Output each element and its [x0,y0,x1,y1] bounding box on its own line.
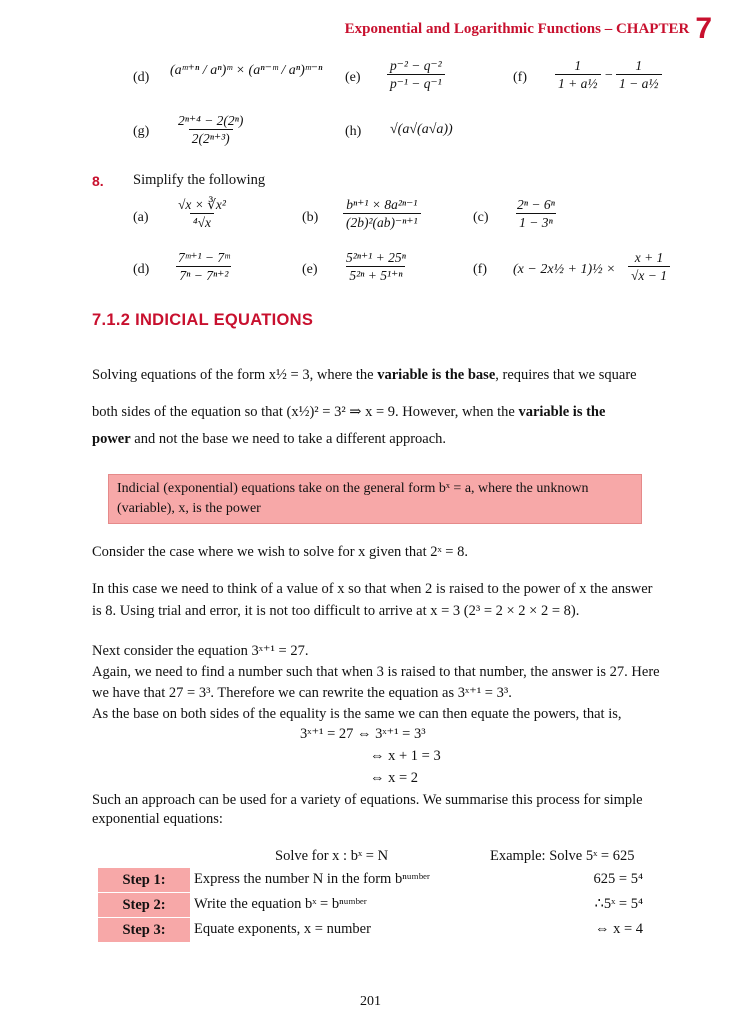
q8-b-fraction [343,197,421,231]
q7-e-fraction [387,58,445,92]
intro-bold-power: variable is the [518,404,606,420]
steps-table [98,867,643,942]
q7-g-denominator: 2(2ⁿ⁺³) [189,129,233,147]
q8-e-denominator: 5²ⁿ + 5¹⁺ⁿ [346,266,405,284]
q7-f-label: (f) [513,70,527,85]
q8-b-denominator: (2b)²(ab)⁻ⁿ⁺¹ [343,213,421,231]
intro-line-2-text: both sides of the equation so that (x½)² = 3² ⇒ x = 9. However, when the [92,404,519,420]
intro-line-1-end: , requires that we square [495,367,637,383]
q8-c-fraction [514,197,558,231]
chapter-header [345,14,712,44]
case-line-1: In this case we need to think of a value of x so that when 2 is raised to the power of x the answer [92,581,653,597]
q8-b-numerator: bⁿ⁺¹ × 8a²ⁿ⁻¹ [346,197,418,212]
q7-g-label: (g) [133,124,150,139]
q7-f-denominator-2: 1 − a½ [616,74,662,92]
example-heading: Example: Solve 5ˣ = 625 [490,848,635,864]
solve-heading: Solve for x : bˣ = N [275,848,389,864]
intro-line-1-text: Solving equations of the form x½ = 3, where the [92,367,378,383]
intro-bold-power-word: power [92,431,131,447]
intro-line-3-text: and not the base we need to take a different approach. [130,431,447,447]
next-line: Next consider the equation 3ˣ⁺¹ = 27. [92,643,309,659]
step-row-2 [98,892,643,917]
step-1-label: Step 1: [98,868,190,892]
q8-f-lhs: (x − 2x½ + 1)½ × [513,262,616,277]
step-1-description: Express the number N in the form bⁿᵘᵐᵇᵉʳ [194,871,430,887]
definition-box [108,474,642,524]
intro-line-1 [92,364,672,386]
q8-d-label: (d) [133,262,150,277]
q8-a-fraction [175,197,229,231]
q8-c-denominator: 1 − 3ⁿ [516,213,556,231]
q7-f-denominator-1: 1 + a½ [555,74,601,92]
step-row-3 [98,917,643,942]
q8-f-fraction [628,250,670,284]
summary-line-1: Such an approach can be used for a variety of equations. We summarise this process for simple [92,792,643,808]
again-line-2: we have that 27 = 3³. Therefore we can rewrite the equation as 3ˣ⁺¹ = 3³. [92,685,512,701]
q7-f-numerator-1: 1 [574,58,582,73]
q8-b-label: (b) [302,210,319,225]
step-2-label: Step 2: [98,893,190,917]
q7-h-expression: √(a√(a√a)) [390,122,453,137]
q7-e-denominator: p⁻¹ − q⁻¹ [387,74,445,92]
q8-d-denominator: 7ⁿ − 7ⁿ⁺² [176,266,231,284]
case-line-2: is 8. Using trial and error, it is not too difficult to arrive at x = 3 (2³ = 2 × 2 × 2 = 8). [92,603,580,619]
chapter-number: 7 [695,12,712,45]
equation-line-2: ⇔ x + 1 = 3 [370,748,441,764]
step-3-description: Equate exponents, x = number [194,921,371,937]
q7-f-numerator-2: 1 [635,58,643,73]
chapter-header-text: Exponential and Logarithmic Functions – CHAPTER [344,20,690,37]
q8-c-label: (c) [473,210,489,225]
step-2-example: ∴5ˣ = 5⁴ [594,896,643,912]
q8-a-denominator: ⁴√x [190,213,214,231]
q8-title: Simplify the following [133,172,266,188]
q8-number: 8. [92,173,104,189]
q7-f-fraction-2 [616,58,662,92]
q8-f-label: (f) [473,262,487,277]
q8-d-numerator: 7ᵐ⁺¹ − 7ᵐ [178,250,230,265]
page-number: 201 [360,994,381,1009]
q8-e-fraction [343,250,409,284]
q8-f-denominator: √x − 1 [628,266,670,284]
q7-e-numerator: p⁻² − q⁻² [390,58,442,73]
q7-f-minus: − [604,68,614,83]
q7-e-label: (e) [345,70,361,85]
summary-line-2: exponential equations: [92,811,223,827]
q8-e-label: (e) [302,262,318,277]
q8-e-numerator: 5²ⁿ⁺¹ + 25ⁿ [346,250,406,265]
step-1-example: 625 = 5⁴ [593,871,643,887]
intro-bold-base: variable is the base [377,367,496,383]
q8-d-fraction [175,250,233,284]
q7-g-fraction [175,113,246,147]
step-3-example: ⇔ x = 4 [594,921,643,937]
definition-line-2: (variable), x, is the power [117,501,261,516]
equation-line-3: ⇔ x = 2 [370,770,419,786]
section-heading: 7.1.2 INDICIAL EQUATIONS [92,311,314,329]
step-2-description: Write the equation bˣ = bⁿᵘᵐᵇᵉʳ [194,896,367,912]
q7-g-numerator: 2ⁿ⁺⁴ − 2(2ⁿ) [178,113,244,128]
step-3-label: Step 3: [98,918,190,942]
q7-h-label: (h) [345,124,362,139]
consider-line: Consider the case where we wish to solve for x given that 2ˣ = 8. [92,544,468,560]
intro-line-2 [92,401,672,423]
q7-d-expression: (aᵐ⁺ⁿ / aⁿ)ᵐ × (aⁿ⁻ᵐ / aⁿ)ᵐ⁻ⁿ [170,63,323,78]
q8-f-numerator: x + 1 [634,250,664,265]
intro-line-3 [92,428,672,450]
again-line-1: Again, we need to find a number such that when 3 is raised to that number, the answer is 27. Here [92,664,660,680]
base-line: As the base on both sides of the equality is the same we can then equate the powers, that is, [92,706,622,722]
definition-line-1: Indicial (exponential) equations take on the general form bˣ = a, where the unknown [117,481,589,496]
q7-f-fraction-1 [555,58,601,92]
q7-d-label: (d) [133,70,150,85]
q8-a-numerator: √x × ∛x² [178,197,226,212]
q8-a-label: (a) [133,210,149,225]
q8-c-numerator: 2ⁿ − 6ⁿ [517,197,555,212]
equation-line-1: 3ˣ⁺¹ = 27 ⇔ 3ˣ⁺¹ = 3³ [300,726,426,742]
step-row-1 [98,867,643,892]
